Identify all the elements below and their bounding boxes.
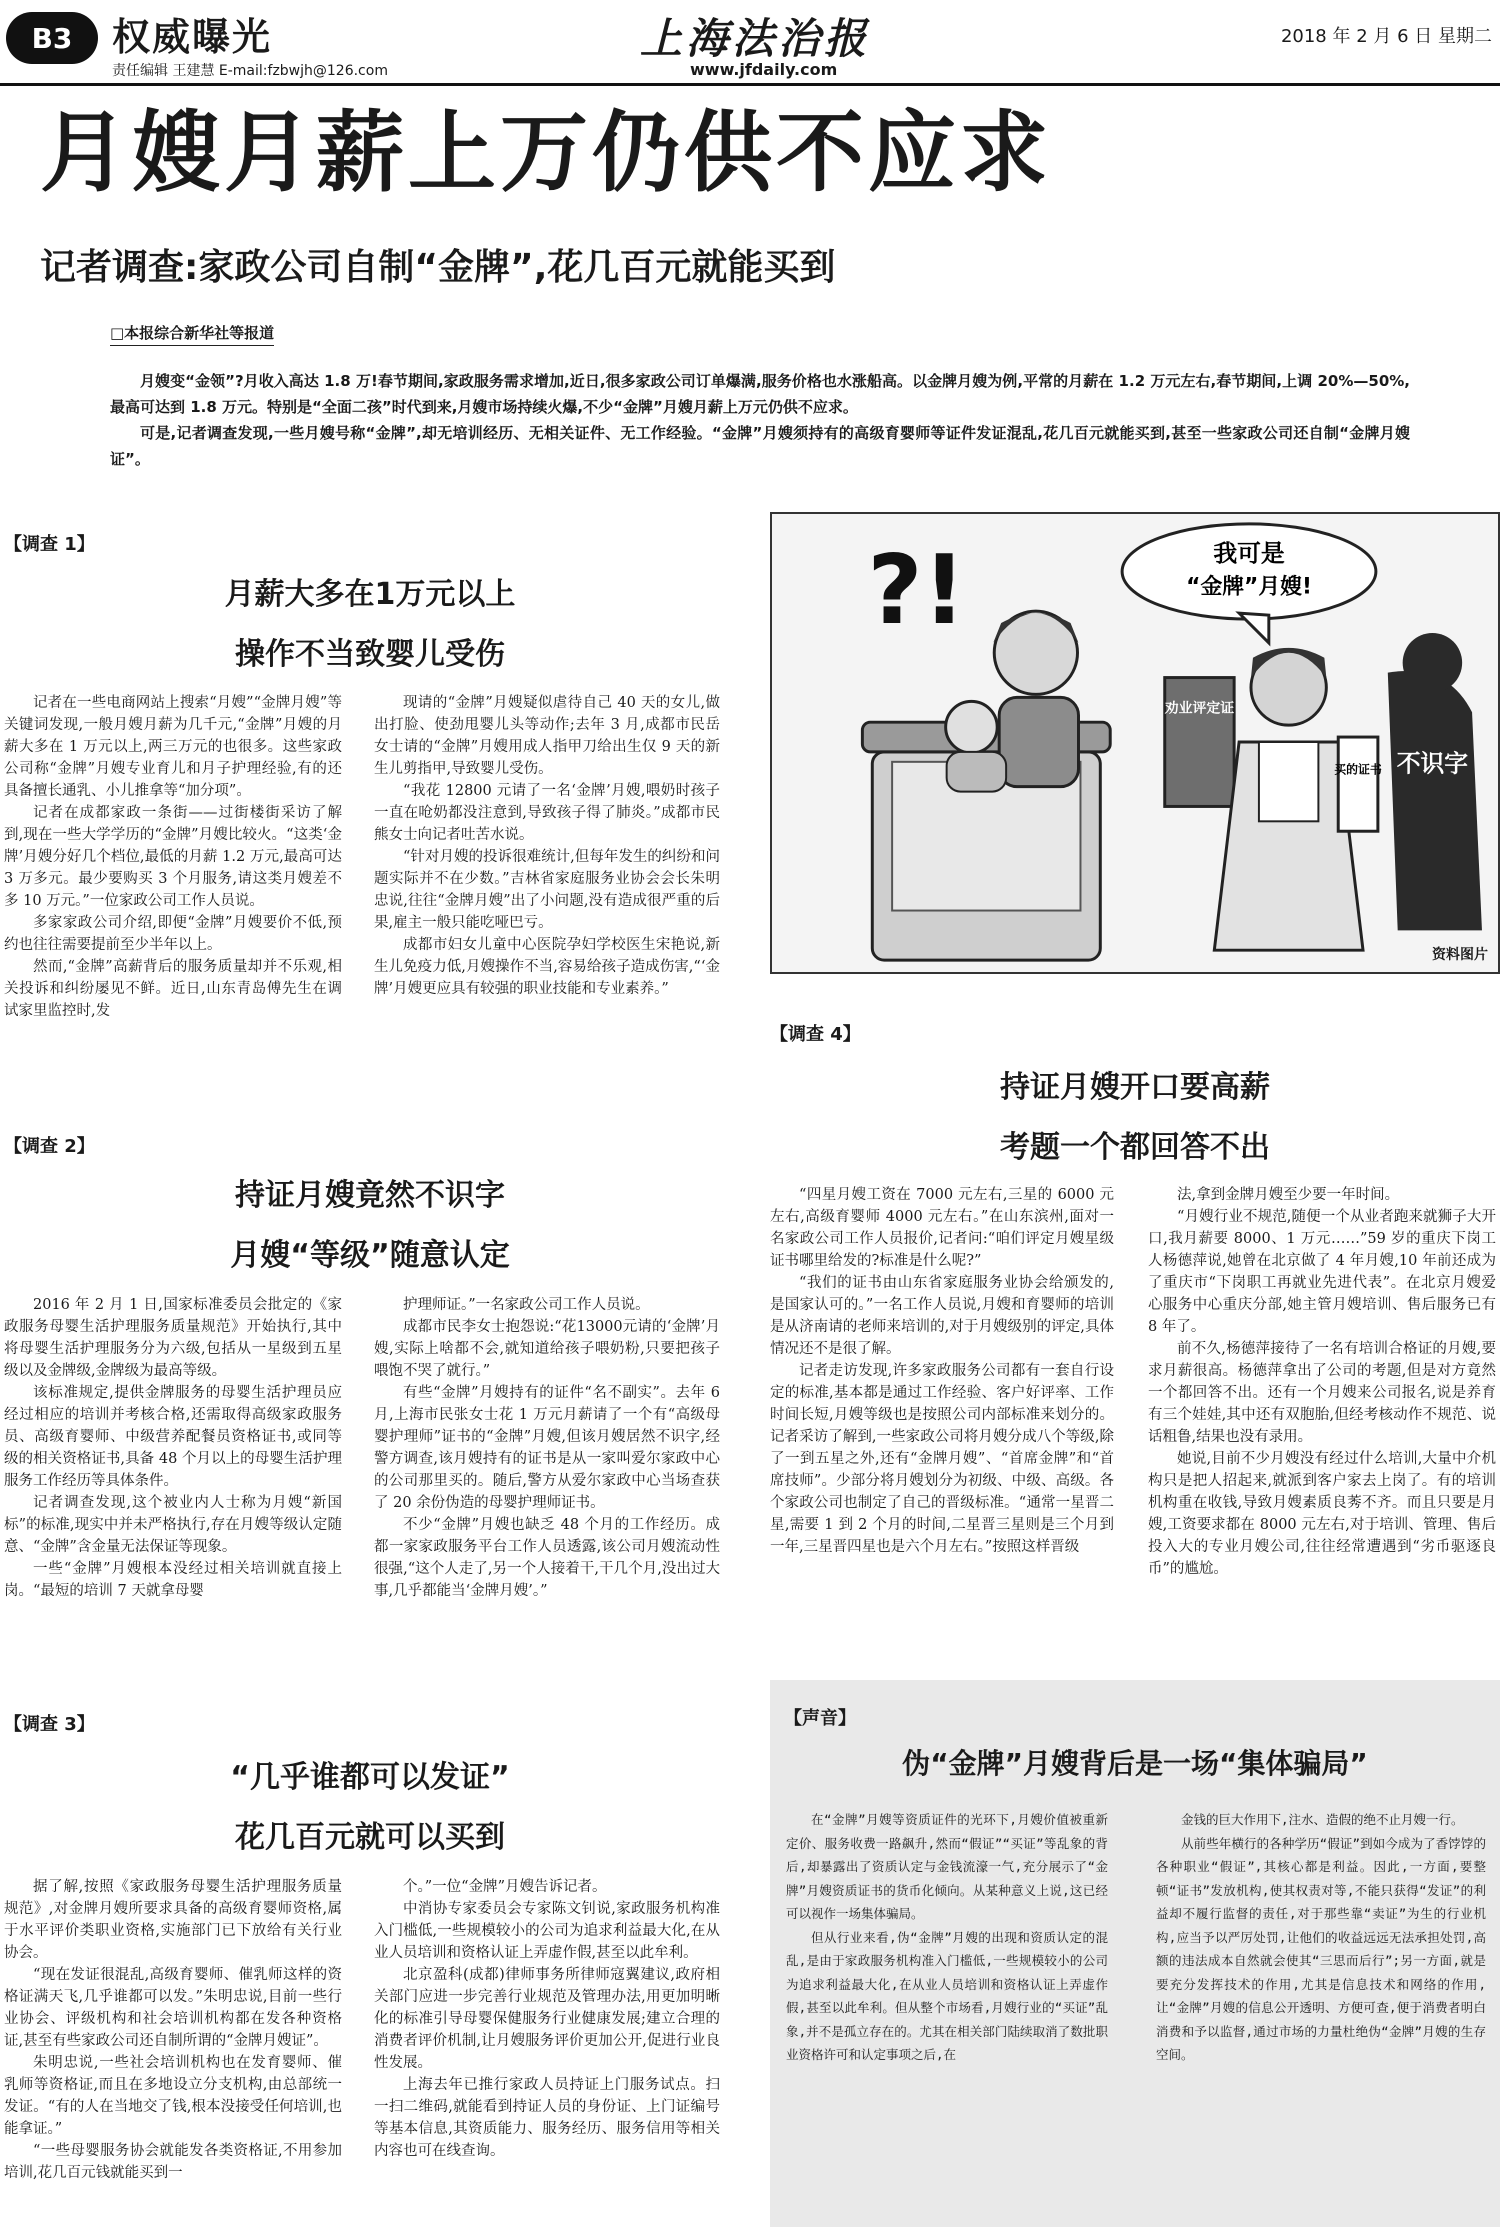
paragraph: “针对月嫂的投诉很难统计,但每年发生的纠纷和问题实际并不在少数。”吉林省家庭服务业协会会长朱明忠说,往往“金牌月嫂”出了小问题,没有造成很严重的后果,雇主一般只能吃哑巴亏。 (374, 849, 720, 931)
paragraph: 护理师证。”一名家政公司工作人员说。 (403, 1297, 650, 1313)
paragraph: “我们的证书由山东省家庭服务业协会给颁发的,是国家认可的。”一名工作人员说,月嫂和育婴师的培训是从济南请的老师来培训的,对于月嫂级别的评定,具体情况还不是很了解。 (770, 1275, 1114, 1357)
bought-certificate-text: 买的证书 (1334, 762, 1382, 777)
paragraph: “一些母婴服务协会就能发各类资格证,不用参加培训,花几百元钱就能买到一 (4, 2143, 342, 2181)
lead-paragraph-1: 月嫂变“金领”?月收入高达 1.8 万!春节期间,家政服务需求增加,近日,很多家政公司订单爆满,服务价格也水涨船高。以金牌月嫂为例,平常的月薪在 1.2 万元左右,春节期间,上调 20%—50%,最高可达到 1.8 万元。特别是“全面二孩”时代到来,月嫂市场持续火爆,不少“金牌”月嫂月薪上万元仍供不应求。 (110, 372, 1410, 416)
headline: 月嫂月薪上万仍供不应求 (40, 101, 1053, 204)
section-4-title-line1: 持证月嫂开口要高薪 (1000, 1070, 1270, 1105)
paragraph: 多家家政公司介绍,即便“金牌”月嫂要价不低,预约也往往需要提前至少半年以上。 (4, 915, 342, 953)
section-3-title-line1: “几乎谁都可以发证” (230, 1760, 510, 1795)
paragraph: 从前些年横行的各种学历“假证”到如今成为了香饽饽的各种职业“假证”,其核心都是利益。因此,一方面,要整顿“证书”发放机构,使其权责对等,不能只获得“发证”的利益却不履行监督的责任,对于那些靠“卖证”为生的行业机构,应当予以严厉处罚,让他们的收益远远无法承担处罚,高额的违法成本自然就会使其“三思而后行”;另一方面,就是要充分发挥技术的作用,尤其是信息技术和网络的作用,让“金牌”月嫂的信息公开透明、方便可查,便于消费者明白消费和予以监督,通过市场的力量杜绝伪“金牌”月嫂的生存空间。 (1156, 1835, 1486, 2062)
cartoon-drawing (772, 514, 1498, 972)
section-name: 权威曝光 (112, 15, 273, 59)
paragraph: 金钱的巨大作用下,注水、造假的绝不止月嫂一行。 (1181, 1812, 1464, 1827)
section-3-tag: 【调查 3】 (4, 1714, 95, 1735)
speech-bubble-line-1: 我可是 (1213, 539, 1285, 568)
lead-paragraph (110, 368, 1410, 472)
newspaper-url: www.jfdaily.com (690, 60, 838, 79)
paragraph: 记者调查发现,这个被业内人士称为月嫂“新国标”的标准,现实中并未严格执行,存在月嫂等级认定随意、“金牌”含金量无法保证等现象。 (4, 1495, 342, 1555)
speech-bubble-line-2: “金牌”月嫂! (1186, 574, 1312, 600)
paragraph: 不少“金牌”月嫂也缺乏 48 个月的工作经历。成都一家家政服务平台工作人员透露,该公司月嫂流动性很强,“这个人走了,另一个人接着干,干几个月,没出过大事,几乎都能当‘金牌月嫂’。” (374, 1517, 720, 1599)
section-3-title-line2: 花几百元就可以买到 (235, 1820, 505, 1855)
paragraph: 成都市民李女士抱怨说:“花13000元请的‘金牌’月嫂,实际上啥都不会,就知道给孩子喂奶粉,只要把孩子喂饱不哭了就行。” (374, 1319, 720, 1379)
paragraph: 法,拿到金牌月嫂至少要一年时间。 (1177, 1187, 1400, 1203)
section-2-title-line1: 持证月嫂竟然不识字 (235, 1178, 505, 1213)
section-1-column-2 (374, 692, 720, 1110)
commentary-tag: 【声音】 (784, 1708, 856, 1729)
paragraph: 一些“金牌”月嫂根本没经过相关培训就直接上岗。“最短的培训 7 天就拿母婴 (4, 1561, 342, 1599)
section-4-column-2 (1148, 1184, 1496, 1654)
paragraph: 在“金牌”月嫂等资质证件的光环下,月嫂价值被重新定价、服务收费一路飙升,然而“假证”“买证”等乱象的背后,却暴露出了资质认定与金钱流濠一气,充分展示了“金牌”月嫂资质证书的货币化倾向。从某种意义上说,这已经可以视作一场集体骗局。 (786, 1812, 1108, 1921)
paragraph: 有些“金牌”月嫂持有的证件“名不副实”。去年 6 月,上海市民张女士花 1 万元月薪请了一个有“高级母婴护理师”证书的“金牌”月嫂,但该月嫂居然不识字,经警方调查,该月嫂持有的证书是从一家叫爱尔家政中心的公司那里买的。随后,警方从爱尔家政中心当场查获了 20 余份伪造的母婴护理师证书。 (374, 1385, 720, 1511)
paragraph: 她说,目前不少月嫂没有经过什么培训,大量中介机构只是把人招起来,就派到客户家去上岗了。有的培训机构重在收钱,导致月嫂素质良莠不齐。而且只要是月嫂,工资要求都在 8000 元左右,对于培训、管理、售后投入大的专业月嫂公司,往往经常遭遇到“劣币驱逐良币”的尴尬。 (1148, 1451, 1496, 1577)
section-3-column-2 (374, 1876, 720, 2227)
section-1-title-line1: 月薪大多在1万元以上 (224, 577, 516, 612)
paragraph: 但从行业来看,伪“金牌”月嫂的出现和资质认定的混乱,是由于家政服务机构准入门槛低,一些规模较小的公司为追求利益最大化,在从业人员培训和资格认证上弄虚作假,甚至以此牟利。但从整个市场看,月嫂行业的“买证”乱象,并不是孤立存在的。尤其在相关部门陆续取消了数批职业资格许可和认定事项之后,在 (786, 1929, 1108, 2062)
paragraph: 个。”一位“金牌”月嫂告诉记者。 (403, 1879, 607, 1895)
paragraph: 记者在一些电商网站上搜索“月嫂”“金牌月嫂”等关键词发现,一般月嫂月薪为几千元,“金牌”月嫂的月薪大多在 1 万元以上,两三万元的也很多。这些家政公司称“金牌”月嫂专业育儿和月子护理经验,有的还具备擅长通乳、小儿推拿等“加分项”。 (4, 695, 342, 799)
paragraph: “四星月嫂工资在 7000 元左右,三星的 6000 元左右,高级育婴师 4000 元左右。”在山东滨州,面对一名家政公司工作人员报价,记者问:“咱们评定月嫂星级证书哪里给发的?标准是什么呢?” (770, 1187, 1114, 1269)
section-2-column-1 (4, 1294, 342, 1694)
section-4-title-line2: 考题一个都回答不出 (1000, 1130, 1270, 1165)
paragraph: 北京盈科(成都)律师事务所律师寇翼建议,政府相关部门应进一步完善行业规范及管理办法,用更加明晰化的标准引导母婴保健服务行业健康发展;建立合理的消费者评价机制,让月嫂服务评价更加公开,促进行业良性发展。 (374, 1967, 720, 2071)
shadow-label: 不识字 (1396, 749, 1469, 778)
page-number-badge: B3 (6, 12, 98, 64)
lead-paragraph-2: 可是,记者调查发现,一些月嫂号称“金牌”,却无培训经历、无相关证件、无工作经验。“金牌”月嫂须持有的高级育婴师等证件发证混乱,花几百元就能买到,甚至一些家政公司还自制“金牌月嫂证”。 (110, 424, 1410, 468)
commentary-column-2 (1156, 1808, 1486, 2220)
newspaper-logo: 上海法治报 (640, 14, 871, 63)
section-1-tag: 【调查 1】 (4, 534, 95, 555)
paragraph: 成都市妇女儿童中心医院孕妇学校医生宋艳说,新生儿免疫力低,月嫂操作不当,容易给孩子造成伤害,“‘金牌’月嫂更应具有较强的职业技能和专业素养。” (374, 937, 720, 997)
paragraph: 现请的“金牌”月嫂疑似虐待自己 40 天的女儿,做出打脸、使劲甩婴儿头等动作;去年 3 月,成都市民岳女士请的“金牌”月嫂用成人指甲刀给出生仅 9 天的新生儿剪指甲,导致婴儿受伤。 (374, 695, 720, 777)
photo-credit: 资料图片 (1432, 947, 1488, 963)
paragraph: 上海去年已推行家政人员持证上门服务试点。扫一扫二维码,就能看到持证人员的身份证、上门证编号等基本信息,其资质能力、服务经历、服务信用等相关内容也可在线查询。 (374, 2077, 720, 2159)
cartoon-illustration (770, 512, 1500, 974)
book-cover-text: 劝业评定证 (1164, 700, 1235, 717)
question-exclamation-marks: ?! (867, 536, 966, 647)
section-4-column-1 (770, 1184, 1114, 1654)
paragraph: 该标准规定,提供金牌服务的母婴生活护理员应经过相应的培训并考核合格,还需取得高级家政服务员、高级育婴师、中级营养配餐员资格证书,或同等级的相关资格证书,具备 48 个月以上的母婴生活护理服务工作经历等具体条件。 (4, 1385, 342, 1489)
section-2-column-2 (374, 1294, 720, 1694)
commentary-box (770, 1680, 1500, 2227)
paragraph: 然而,“金牌”高薪背后的服务质量却并不乐观,相关投诉和纠纷屡见不鲜。近日,山东青岛傅先生在调试家里监控时,发 (4, 959, 342, 1019)
paragraph: 中消协专家委员会专家陈文钊说,家政服务机构准入门槛低,一些规模较小的公司为追求利益最大化,在从业人员培训和资格认证上弄虚作假,甚至以此牟利。 (374, 1901, 720, 1961)
paragraph: “月嫂行业不规范,随便一个从业者跑来就狮子大开口,我月薪要 8000、1 万元……”59 岁的重庆下岗工人杨德萍说,她曾在北京做了 4 年月嫂,10 年前还成为了重庆市“下岗职工再就业先进代表”。在北京月嫂爱心服务中心重庆分部,她主管月嫂培训、售后服务已有 8 年了。 (1148, 1209, 1496, 1335)
commentary-column-1 (786, 1808, 1108, 2220)
subheadline: 记者调查:家政公司自制“金牌”,花几百元就能买到 (40, 247, 836, 288)
paragraph: 记者走访发现,许多家政服务公司都有一套自行设定的标准,基本都是通过工作经验、客户好评率、工作时间长短,月嫂等级也是按照公司内部标准来划分的。记者采访了解到,一些家政公司将月嫂分成八个等级,除了一到五星之外,还有“金牌月嫂”、“首席金牌”和“首席技师”。少部分将月嫂划分为初级、中级、高级。各个家政公司也制定了自己的晋级标准。“通常一星晋二星,需要 1 到 2 个月的时间,二星晋三星则是三个月到一年,三星晋四星也是六个月左右。”按照这样晋级 (770, 1363, 1114, 1555)
section-1-title-line2: 操作不当致婴儿受伤 (235, 637, 505, 672)
paragraph: “我花 12800 元请了一名‘金牌’月嫂,喂奶时孩子一直在呛奶都没注意到,导致孩子得了肺炎。”成都市民熊女士向记者吐苦水说。 (374, 783, 720, 843)
section-1-column-1 (4, 692, 342, 1110)
section-4-tag: 【调查 4】 (770, 1024, 861, 1045)
paragraph: “现在发证很混乱,高级育婴师、催乳师这样的资格证满天飞,几乎谁都可以发。”朱明忠说,目前一些行业协会、评级机构和社会培训机构都在发各种资格证,甚至有些家政公司还自制所谓的“金牌月嫂证”。 (4, 1967, 342, 2049)
issue-date: 2018 年 2 月 6 日 星期二 (1280, 26, 1492, 47)
commentary-title: 伪“金牌”月嫂背后是一场“集体骗局” (902, 1747, 1368, 1780)
paragraph: 2016 年 2 月 1 日,国家标准委员会批定的《家政服务母婴生活护理服务质量规范》开始执行,其中将母婴生活护理服务分为六级,包括从一星级到五星级以及金牌级,金牌级为最高等级。 (4, 1297, 342, 1379)
byline: □本报综合新华社等报道 (110, 322, 274, 346)
editor-line: 责任编辑 王建慧 E-mail:fzbwjh@126.com (112, 63, 388, 79)
paragraph: 前不久,杨德萍接待了一名有培训合格证的月嫂,要求月薪很高。杨德萍拿出了公司的考题,但是对方竟然一个都回答不出。还有一个月嫂来公司报名,说是养育有三个娃娃,其中还有双胞胎,但经考核动作不规范、说话粗鲁,结果也没有录用。 (1148, 1341, 1496, 1445)
paragraph: 记者在成都家政一条街——过街楼街采访了解到,现在一些大学学历的“金牌”月嫂比较火。“这类‘金牌’月嫂分好几个档位,最低的月薪 1.2 万元,最高可达 3 万多元。最少要购买 3 个月服务,请这类月嫂差不多 10 万元。”一位家政公司工作人员说。 (4, 805, 342, 909)
section-2-tag: 【调查 2】 (4, 1136, 95, 1157)
masthead (0, 0, 1500, 86)
section-3-column-1 (4, 1876, 342, 2227)
paragraph: 朱明忠说,一些社会培训机构也在发育婴师、催乳师等资格证,而且在多地设立分支机构,由总部统一发证。“有的人在当地交了钱,根本没接受任何培训,也能拿证。” (4, 2055, 342, 2137)
section-2-title-line2: 月嫂“等级”随意认定 (230, 1238, 510, 1273)
paragraph: 据了解,按照《家政服务母婴生活护理服务质量规范》,对金牌月嫂所要求具备的高级育婴师资格,属于水平评价类职业资格,实施部门已下放给有关行业协会。 (4, 1879, 342, 1961)
